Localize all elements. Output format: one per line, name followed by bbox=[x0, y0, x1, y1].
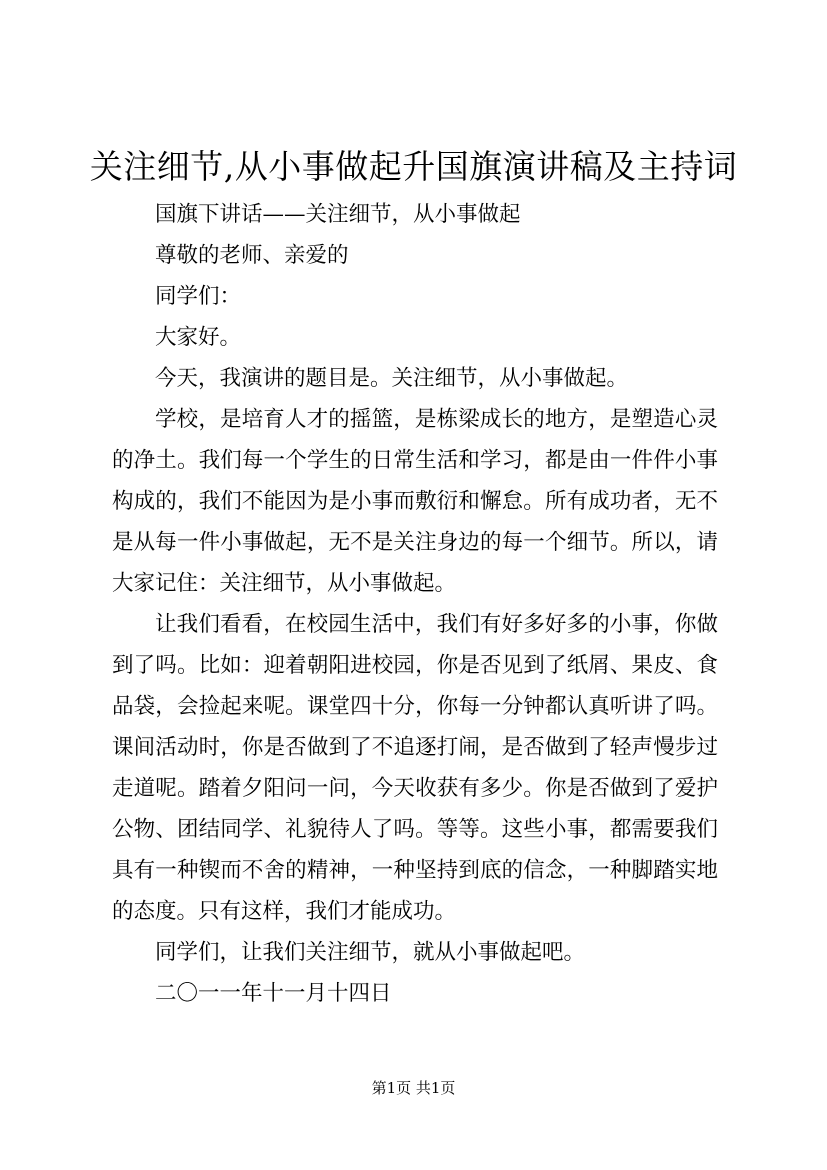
paragraph-closing: 同学们，让我们关注细节，就从小事做起吧。 bbox=[155, 940, 586, 965]
page-footer: 第1页 共1页 bbox=[371, 1079, 456, 1097]
paragraph-subtitle: 国旗下讲话——关注细节，从小事做起 bbox=[155, 202, 521, 227]
paragraph-salutation: 尊敬的老师、亲爱的 bbox=[155, 243, 349, 268]
document-title: 关注细节,从小事做起升国旗演讲稿及主持词 bbox=[89, 147, 738, 186]
paragraph-date: 二〇一一年十一月十四日 bbox=[155, 981, 392, 1006]
paragraph-salutation-continued: 同学们： bbox=[155, 284, 242, 309]
document-body bbox=[112, 194, 718, 1014]
paragraph-campus-life: 让我们看看，在校园生活中，我们有好多好多的小事，你做到了吗。比如：迎着朝阳进校园，你是否见到了纸屑、果皮、食品袋，会捡起来呢。课堂四十分，你每一分钟都认真听讲了吗。课间活动时，你是否做到了不追逐打闹，是否做到了轻声慢步过走道呢。踏着夕阳问一问，今天收获有多少。你是否做到了爱护公物、团结同学、礼貌待人了吗。等等。这些小事，都需要我们具有一种锲而不舍的精神，一种坚持到底的信念，一种脚踏实地的态度。只有这样，我们才能成功。 bbox=[112, 612, 718, 924]
paragraph-greeting: 大家好。 bbox=[155, 325, 242, 350]
paragraph-topic: 今天，我演讲的题目是。关注细节，从小事做起。 bbox=[155, 366, 629, 391]
paragraph-school: 学校，是培育人才的摇篮，是栋梁成长的地方，是塑造心灵的净土。我们每一个学生的日常生活和学习，都是由一件件小事构成的，我们不能因为是小事而敷衍和懈怠。所有成功者，无不是从每一件小事做起，无不是关注身边的每一个细节。所以，请大家记住：关注细节，从小事做起。 bbox=[112, 407, 718, 596]
